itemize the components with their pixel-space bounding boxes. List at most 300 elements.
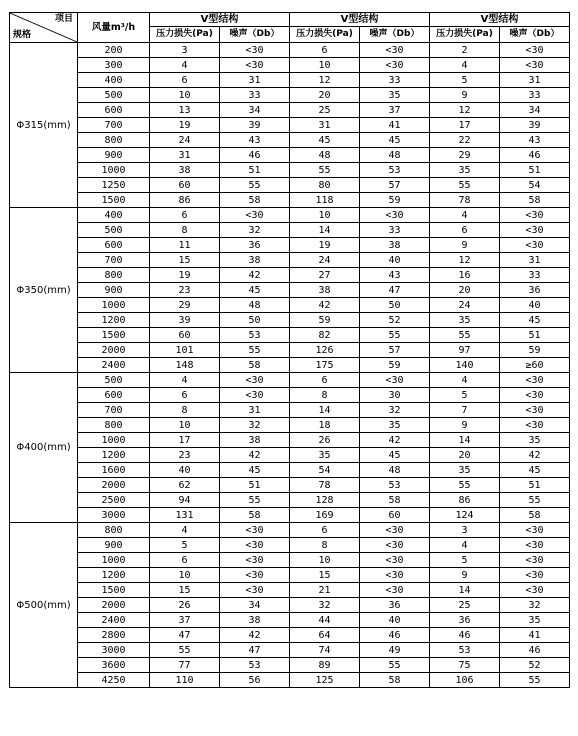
noise-cell: 35 xyxy=(360,88,430,103)
pressure-loss-cell: 29 xyxy=(150,298,220,313)
pressure-loss-cell: 5 xyxy=(430,73,500,88)
pressure-loss-cell: 37 xyxy=(150,613,220,628)
pressure-loss-cell: 38 xyxy=(290,283,360,298)
pressure-loss-cell: 4 xyxy=(430,373,500,388)
airflow-cell: 900 xyxy=(78,283,150,298)
noise-cell: 32 xyxy=(360,403,430,418)
airflow-cell: 800 xyxy=(78,418,150,433)
airflow-cell: 1000 xyxy=(78,163,150,178)
noise-cell: 48 xyxy=(360,148,430,163)
table-row xyxy=(10,253,570,268)
item-label: 项目 xyxy=(54,14,73,24)
noise-cell: 32 xyxy=(500,598,570,613)
pressure-loss-cell: 17 xyxy=(430,118,500,133)
noise-cell: <30 xyxy=(500,388,570,403)
airflow-cell: 700 xyxy=(78,253,150,268)
pressure-loss-cell: 29 xyxy=(430,148,500,163)
pressure-loss-cell: 38 xyxy=(150,163,220,178)
pressure-loss-cell: 106 xyxy=(430,673,500,688)
pressure-loss-cell: 20 xyxy=(430,283,500,298)
table-row xyxy=(10,358,570,373)
pressure-loss-cell: 46 xyxy=(430,628,500,643)
pressure-loss-cell: 19 xyxy=(150,118,220,133)
airflow-cell: 1200 xyxy=(78,448,150,463)
pressure-loss-cell: 6 xyxy=(150,73,220,88)
pressure-loss-header: 压力损失(Pa) xyxy=(290,27,360,43)
pressure-loss-cell: 94 xyxy=(150,493,220,508)
pressure-loss-cell: 148 xyxy=(150,358,220,373)
noise-cell: 50 xyxy=(360,298,430,313)
pressure-loss-cell: 47 xyxy=(150,628,220,643)
noise-cell: 43 xyxy=(360,268,430,283)
pressure-loss-cell: 6 xyxy=(290,523,360,538)
noise-cell: 31 xyxy=(500,253,570,268)
table-row xyxy=(10,43,570,58)
table-row xyxy=(10,118,570,133)
noise-cell: <30 xyxy=(360,43,430,58)
pressure-loss-cell: 110 xyxy=(150,673,220,688)
noise-cell: 42 xyxy=(220,628,290,643)
noise-cell: <30 xyxy=(360,583,430,598)
pressure-loss-cell: 48 xyxy=(290,148,360,163)
pressure-loss-cell: 16 xyxy=(430,268,500,283)
airflow-cell: 400 xyxy=(78,73,150,88)
airflow-cell: 1000 xyxy=(78,433,150,448)
table-row xyxy=(10,223,570,238)
pressure-loss-cell: 23 xyxy=(150,283,220,298)
airflow-cell: 900 xyxy=(78,538,150,553)
pressure-loss-cell: 74 xyxy=(290,643,360,658)
pressure-loss-cell: 11 xyxy=(150,238,220,253)
noise-cell: 39 xyxy=(220,118,290,133)
noise-cell: 46 xyxy=(360,628,430,643)
noise-cell: 51 xyxy=(220,478,290,493)
noise-cell: 58 xyxy=(500,193,570,208)
airflow-cell: 2000 xyxy=(78,478,150,493)
noise-cell: 45 xyxy=(500,463,570,478)
noise-cell: <30 xyxy=(220,568,290,583)
noise-cell: 51 xyxy=(500,328,570,343)
noise-cell: <30 xyxy=(360,58,430,73)
noise-cell: <30 xyxy=(360,538,430,553)
noise-cell: 33 xyxy=(360,223,430,238)
noise-cell: 53 xyxy=(220,658,290,673)
spec-label: 规格 xyxy=(13,30,32,40)
pressure-loss-cell: 31 xyxy=(290,118,360,133)
table-row xyxy=(10,418,570,433)
table-row xyxy=(10,88,570,103)
table-row xyxy=(10,448,570,463)
noise-cell: 51 xyxy=(220,163,290,178)
noise-cell: 34 xyxy=(500,103,570,118)
airflow-cell: 4250 xyxy=(78,673,150,688)
pressure-loss-cell: 4 xyxy=(430,208,500,223)
pressure-loss-cell: 14 xyxy=(430,433,500,448)
group-header: V型结构 xyxy=(430,13,570,27)
airflow-cell: 3000 xyxy=(78,643,150,658)
table-row xyxy=(10,508,570,523)
pressure-loss-cell: 20 xyxy=(430,448,500,463)
noise-cell: 46 xyxy=(220,148,290,163)
noise-cell: 52 xyxy=(500,658,570,673)
pressure-loss-cell: 53 xyxy=(430,643,500,658)
airflow-cell: 1500 xyxy=(78,328,150,343)
pressure-loss-cell: 6 xyxy=(290,43,360,58)
pressure-loss-cell: 35 xyxy=(290,448,360,463)
airflow-header: 风量m³/h xyxy=(78,13,150,43)
airflow-cell: 3000 xyxy=(78,508,150,523)
noise-cell: 42 xyxy=(220,448,290,463)
pressure-loss-cell: 40 xyxy=(150,463,220,478)
pressure-loss-cell: 14 xyxy=(290,223,360,238)
pressure-loss-cell: 5 xyxy=(150,538,220,553)
noise-cell: <30 xyxy=(360,208,430,223)
spec-cell: Φ315(mm) xyxy=(10,43,78,208)
pressure-loss-cell: 10 xyxy=(290,58,360,73)
pressure-loss-cell: 45 xyxy=(290,133,360,148)
noise-cell: 58 xyxy=(360,493,430,508)
airflow-cell: 900 xyxy=(78,148,150,163)
group-header: V型结构 xyxy=(290,13,430,27)
noise-cell: 38 xyxy=(360,238,430,253)
table-row xyxy=(10,163,570,178)
noise-cell: 30 xyxy=(360,388,430,403)
pressure-loss-cell: 10 xyxy=(150,418,220,433)
noise-cell: <30 xyxy=(500,208,570,223)
noise-cell: 40 xyxy=(360,613,430,628)
noise-cell: <30 xyxy=(220,523,290,538)
airflow-cell: 1000 xyxy=(78,298,150,313)
pressure-loss-cell: 8 xyxy=(290,388,360,403)
noise-cell: 51 xyxy=(500,478,570,493)
noise-cell: 45 xyxy=(220,283,290,298)
pressure-loss-cell: 4 xyxy=(430,58,500,73)
airflow-cell: 300 xyxy=(78,58,150,73)
noise-cell: <30 xyxy=(500,538,570,553)
noise-cell: 33 xyxy=(220,88,290,103)
pressure-loss-cell: 8 xyxy=(150,223,220,238)
airflow-cell: 1200 xyxy=(78,568,150,583)
pressure-loss-cell: 7 xyxy=(430,403,500,418)
airflow-cell: 700 xyxy=(78,118,150,133)
table-row xyxy=(10,328,570,343)
noise-cell: 37 xyxy=(360,103,430,118)
noise-cell: 54 xyxy=(500,178,570,193)
pressure-loss-cell: 82 xyxy=(290,328,360,343)
noise-cell: 43 xyxy=(500,133,570,148)
pressure-loss-cell: 19 xyxy=(290,238,360,253)
table-row xyxy=(10,388,570,403)
pressure-loss-cell: 22 xyxy=(430,133,500,148)
table-row xyxy=(10,658,570,673)
pressure-loss-cell: 131 xyxy=(150,508,220,523)
airflow-cell: 800 xyxy=(78,133,150,148)
noise-cell: 36 xyxy=(500,283,570,298)
pressure-loss-cell: 128 xyxy=(290,493,360,508)
pressure-loss-cell: 126 xyxy=(290,343,360,358)
noise-cell: 42 xyxy=(360,433,430,448)
airflow-cell: 600 xyxy=(78,388,150,403)
noise-cell: 33 xyxy=(500,268,570,283)
pressure-loss-cell: 10 xyxy=(150,88,220,103)
table-row xyxy=(10,493,570,508)
noise-cell: 50 xyxy=(220,313,290,328)
noise-cell: <30 xyxy=(220,388,290,403)
table-row xyxy=(10,178,570,193)
pressure-loss-cell: 86 xyxy=(150,193,220,208)
noise-cell: 38 xyxy=(220,433,290,448)
noise-cell: 40 xyxy=(500,298,570,313)
pressure-loss-cell: 9 xyxy=(430,418,500,433)
noise-cell: <30 xyxy=(500,238,570,253)
noise-cell: ≥60 xyxy=(500,358,570,373)
noise-cell: 31 xyxy=(220,73,290,88)
pressure-loss-cell: 19 xyxy=(150,268,220,283)
noise-cell: <30 xyxy=(220,553,290,568)
pressure-loss-cell: 55 xyxy=(430,328,500,343)
airflow-cell: 600 xyxy=(78,103,150,118)
noise-cell: 49 xyxy=(360,643,430,658)
pressure-loss-cell: 24 xyxy=(150,133,220,148)
table-row xyxy=(10,148,570,163)
noise-cell: 52 xyxy=(360,313,430,328)
table-row xyxy=(10,343,570,358)
noise-cell: 36 xyxy=(360,598,430,613)
pressure-loss-cell: 14 xyxy=(290,403,360,418)
pressure-loss-cell: 60 xyxy=(150,328,220,343)
pressure-loss-cell: 21 xyxy=(290,583,360,598)
noise-cell: <30 xyxy=(500,523,570,538)
airflow-cell: 2500 xyxy=(78,493,150,508)
table-row xyxy=(10,553,570,568)
table-row xyxy=(10,523,570,538)
pressure-loss-cell: 44 xyxy=(290,613,360,628)
pressure-loss-cell: 175 xyxy=(290,358,360,373)
noise-cell: 38 xyxy=(220,613,290,628)
noise-cell: <30 xyxy=(500,373,570,388)
noise-cell: <30 xyxy=(500,58,570,73)
table-row xyxy=(10,73,570,88)
noise-cell: 34 xyxy=(220,598,290,613)
pressure-loss-cell: 12 xyxy=(430,103,500,118)
pressure-loss-cell: 78 xyxy=(430,193,500,208)
noise-header: 噪声（Db） xyxy=(500,27,570,43)
noise-cell: 34 xyxy=(220,103,290,118)
pressure-loss-cell: 97 xyxy=(430,343,500,358)
noise-cell: 33 xyxy=(500,88,570,103)
spec-cell: Φ350(mm) xyxy=(10,208,78,373)
airflow-cell: 2400 xyxy=(78,613,150,628)
noise-cell: 38 xyxy=(220,253,290,268)
noise-cell: 41 xyxy=(500,628,570,643)
airflow-cell: 500 xyxy=(78,373,150,388)
pressure-loss-cell: 6 xyxy=(150,208,220,223)
pressure-loss-cell: 35 xyxy=(430,163,500,178)
noise-cell: 57 xyxy=(360,343,430,358)
airflow-cell: 1200 xyxy=(78,313,150,328)
table-row xyxy=(10,298,570,313)
table-row xyxy=(10,268,570,283)
pressure-loss-cell: 17 xyxy=(150,433,220,448)
pressure-loss-cell: 31 xyxy=(150,148,220,163)
noise-cell: <30 xyxy=(500,43,570,58)
specification-table xyxy=(9,12,570,688)
noise-cell: 45 xyxy=(360,133,430,148)
pressure-loss-cell: 125 xyxy=(290,673,360,688)
noise-cell: 40 xyxy=(360,253,430,268)
noise-cell: 55 xyxy=(360,658,430,673)
table-row xyxy=(10,193,570,208)
pressure-loss-cell: 27 xyxy=(290,268,360,283)
noise-cell: <30 xyxy=(500,568,570,583)
pressure-loss-cell: 54 xyxy=(290,463,360,478)
noise-cell: 47 xyxy=(220,643,290,658)
noise-cell: 43 xyxy=(220,133,290,148)
table-row xyxy=(10,598,570,613)
pressure-loss-header: 压力损失(Pa) xyxy=(150,27,220,43)
noise-cell: <30 xyxy=(360,553,430,568)
pressure-loss-cell: 124 xyxy=(430,508,500,523)
airflow-cell: 800 xyxy=(78,268,150,283)
table-row xyxy=(10,283,570,298)
pressure-loss-cell: 13 xyxy=(150,103,220,118)
noise-cell: 39 xyxy=(500,118,570,133)
noise-cell: 41 xyxy=(360,118,430,133)
pressure-loss-cell: 101 xyxy=(150,343,220,358)
pressure-loss-cell: 4 xyxy=(150,58,220,73)
noise-cell: <30 xyxy=(360,373,430,388)
noise-cell: 55 xyxy=(500,673,570,688)
noise-cell: 33 xyxy=(360,73,430,88)
noise-cell: 32 xyxy=(220,418,290,433)
pressure-loss-cell: 62 xyxy=(150,478,220,493)
pressure-loss-cell: 12 xyxy=(290,73,360,88)
table-row xyxy=(10,538,570,553)
airflow-cell: 1600 xyxy=(78,463,150,478)
pressure-loss-cell: 6 xyxy=(430,223,500,238)
noise-cell: 58 xyxy=(500,508,570,523)
noise-cell: <30 xyxy=(220,538,290,553)
pressure-loss-cell: 42 xyxy=(290,298,360,313)
noise-cell: 59 xyxy=(500,343,570,358)
pressure-loss-cell: 9 xyxy=(430,568,500,583)
noise-cell: 46 xyxy=(500,643,570,658)
noise-cell: <30 xyxy=(500,553,570,568)
airflow-cell: 2000 xyxy=(78,598,150,613)
pressure-loss-cell: 9 xyxy=(430,88,500,103)
noise-cell: 58 xyxy=(220,193,290,208)
spec-cell: Φ400(mm) xyxy=(10,373,78,523)
noise-cell: <30 xyxy=(500,418,570,433)
pressure-loss-cell: 4 xyxy=(150,523,220,538)
airflow-cell: 500 xyxy=(78,88,150,103)
airflow-cell: 2400 xyxy=(78,358,150,373)
noise-cell: <30 xyxy=(220,373,290,388)
pressure-loss-cell: 10 xyxy=(290,553,360,568)
noise-cell: 35 xyxy=(500,613,570,628)
pressure-loss-cell: 64 xyxy=(290,628,360,643)
table-row xyxy=(10,208,570,223)
noise-cell: 45 xyxy=(220,463,290,478)
noise-cell: 60 xyxy=(360,508,430,523)
table-row xyxy=(10,478,570,493)
table-row xyxy=(10,313,570,328)
table-row xyxy=(10,463,570,478)
pressure-loss-cell: 25 xyxy=(430,598,500,613)
noise-cell: 35 xyxy=(500,433,570,448)
pressure-loss-cell: 55 xyxy=(430,478,500,493)
noise-cell: 31 xyxy=(220,403,290,418)
noise-cell: 35 xyxy=(360,418,430,433)
pressure-loss-cell: 86 xyxy=(430,493,500,508)
noise-cell: 51 xyxy=(500,163,570,178)
pressure-loss-cell: 4 xyxy=(430,538,500,553)
table-row xyxy=(10,58,570,73)
airflow-cell: 1250 xyxy=(78,178,150,193)
table-row xyxy=(10,133,570,148)
noise-cell: <30 xyxy=(360,523,430,538)
airflow-cell: 3600 xyxy=(78,658,150,673)
airflow-cell: 700 xyxy=(78,403,150,418)
pressure-loss-cell: 10 xyxy=(290,208,360,223)
noise-cell: 55 xyxy=(220,178,290,193)
airflow-cell: 400 xyxy=(78,208,150,223)
group-header: V型结构 xyxy=(150,13,290,27)
table-row xyxy=(10,568,570,583)
noise-cell: 48 xyxy=(220,298,290,313)
noise-cell: 48 xyxy=(360,463,430,478)
pressure-loss-cell: 15 xyxy=(290,568,360,583)
pressure-loss-cell: 80 xyxy=(290,178,360,193)
table-row xyxy=(10,373,570,388)
pressure-loss-cell: 3 xyxy=(430,523,500,538)
pressure-loss-cell: 75 xyxy=(430,658,500,673)
noise-cell: 59 xyxy=(360,193,430,208)
pressure-loss-cell: 10 xyxy=(150,568,220,583)
noise-cell: 58 xyxy=(220,358,290,373)
pressure-loss-cell: 15 xyxy=(150,583,220,598)
pressure-loss-cell: 5 xyxy=(430,388,500,403)
airflow-cell: 1500 xyxy=(78,193,150,208)
pressure-loss-cell: 118 xyxy=(290,193,360,208)
pressure-loss-cell: 78 xyxy=(290,478,360,493)
pressure-loss-cell: 6 xyxy=(150,553,220,568)
noise-cell: 42 xyxy=(500,448,570,463)
pressure-loss-cell: 55 xyxy=(430,178,500,193)
noise-cell: 47 xyxy=(360,283,430,298)
noise-cell: 55 xyxy=(220,343,290,358)
pressure-loss-cell: 2 xyxy=(430,43,500,58)
noise-cell: 55 xyxy=(360,328,430,343)
noise-cell: <30 xyxy=(220,58,290,73)
noise-cell: <30 xyxy=(220,583,290,598)
pressure-loss-cell: 6 xyxy=(150,388,220,403)
pressure-loss-cell: 6 xyxy=(290,373,360,388)
noise-cell: 59 xyxy=(360,358,430,373)
airflow-cell: 1000 xyxy=(78,553,150,568)
noise-cell: <30 xyxy=(360,568,430,583)
table-row xyxy=(10,238,570,253)
pressure-loss-cell: 8 xyxy=(290,538,360,553)
noise-cell: <30 xyxy=(500,583,570,598)
airflow-cell: 2000 xyxy=(78,343,150,358)
pressure-loss-cell: 24 xyxy=(290,253,360,268)
pressure-loss-cell: 24 xyxy=(430,298,500,313)
pressure-loss-cell: 89 xyxy=(290,658,360,673)
pressure-loss-cell: 26 xyxy=(290,433,360,448)
airflow-cell: 2800 xyxy=(78,628,150,643)
corner-header-cell xyxy=(10,13,78,43)
